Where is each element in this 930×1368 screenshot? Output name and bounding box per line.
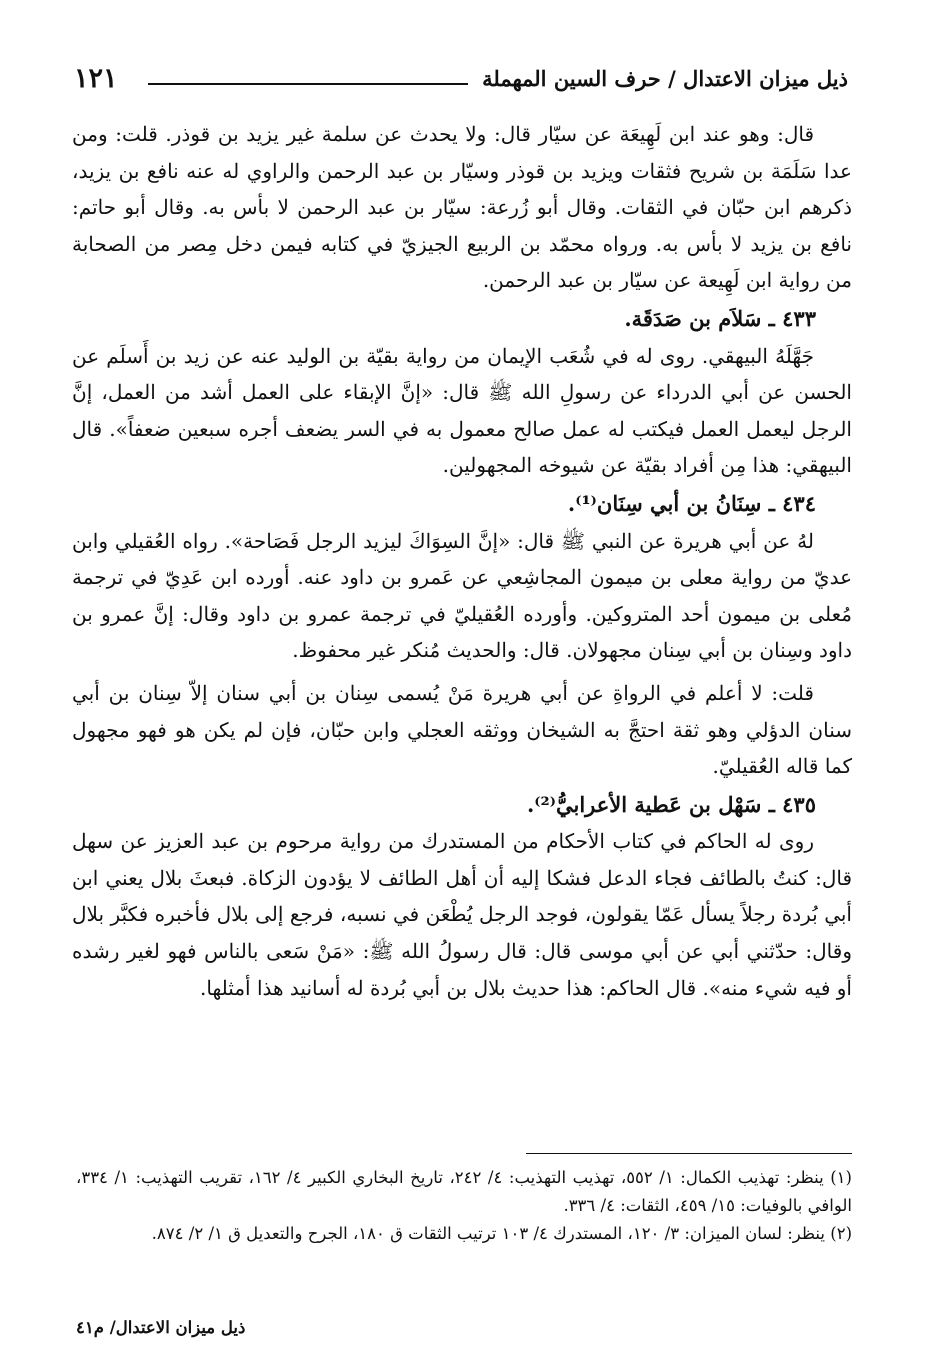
header-rule: [148, 83, 469, 85]
page-number: ١٢١: [74, 62, 118, 94]
entry-heading: ٤٣٤ ـ سِنَانُ بن أبي سِنَان⁽¹⁾.: [567, 490, 816, 516]
entry-heading: ٤٣٥ ـ سَهْل بن عَطية الأعرابيُّ⁽²⁾.: [526, 791, 816, 817]
body-paragraph: قال: وهو عند ابن لَهِيعَة عن سيّار قال: ولا يحدث عن سلمة غير يزيد بن قوذر. قلت: ومن عدا سَلَمَة بن شريح فثقات ويزيد بن قوذر وسيّار بن عبد الرحمن والراوي له عنه نافع بن يزيد، ذكرهم ابن حبّان في الثقات. وقال أبو زُرعة: سيّار بن عبد الرحمن لا بأس به. وقال أبو حاتم: نافع بن يزيد لا بأس به. ورواه محمّد بن الربيع الجيزيّ في كتابه فيمن دخل مِصر من الصحابة من رواية ابن لَهِيعة عن سيّار بن عبد الرحمن.: [72, 122, 852, 293]
body-paragraph: جَهَّلَهُ البيهقي. روى له في شُعَب الإيمان من رواية بقيّة بن الوليد عنه عن زيد بن أَسلَم عن الحسن عن أبي الدرداء عن رسولِ الله ﷺ قال: «إنَّ الإبقاء على العمل أشد من العمل، إنَّ الرجل ليعمل العمل فيكتب له عمل صالح معمول به في السر يضعف أجره سبعين ضعفاً». قال البيهقي: هذا مِن أفراد بقيّة عن شيوخه المجهولين.: [72, 343, 852, 478]
entry-heading: ٤٣٣ ـ سَلاَم بن صَدَقَة.: [624, 305, 816, 331]
footnote: (٢) ينظر: لسان الميزان: ٣/ ١٢٠، المستدرك ٤/ ١٠٣ ترتيب الثقات ق ١٨٠، الجرح والتعديل ق ١/ ٢/ ٨٧٤.: [151, 1224, 852, 1243]
running-title: ذيل ميزان الاعتدال / حرف السين المهملة: [482, 65, 848, 91]
footnotes: [76, 1164, 852, 1248]
body-paragraph: قلت: لا أعلم في الرواةِ عن أبي هريرة مَنْ يُسمى سِنان بن أبي سنان إلاّ سِنان بن أبي سنان الدؤلي وهو ثقة احتجَّ به الشيخان ووثقه العجلي وابن حبّان، فإن لم يكن هو فهو مجهول كما قاله العُقيليّ.: [72, 680, 852, 779]
signature-mark: ذيل ميزان الاعتدال/ م٤١: [76, 1318, 246, 1337]
footnote: (١) ينظر: تهذيب الكمال: ١/ ٥٥٢، تهذيب التهذيب: ٤/ ٢٤٢، تاريخ البخاري الكبير ٤/ ١٦٢، تقريب التهذيب: ١/ ٣٣٤، الوافي بالوفيات: ١٥/ ٤٥٩، الثقات: ٤/ ٣٣٦.: [76, 1168, 852, 1215]
footnote-separator: [526, 1153, 852, 1154]
page-body: [72, 116, 852, 1006]
body-paragraph: روى له الحاكم في كتاب الأحكام من المستدرك من رواية مرحوم بن عبد العزيز عن سهل قال: كنتُ بالطائف فجاء الدعل فشكا إليه أن أهل الطائف لا يؤدون الزكاة. فبعثَ بلال يعني ابن أبي بُردة رجلاً يسأل عَمّا يقولون، فوجد الرجل يُطْعَن في نسبه، فرجع إلى بلال فأخبره فكبَّر بلال وقال: حدّثني أبي عن أبي موسى قال: قال رسولُ الله ﷺ: «مَنْ سَعى بالناس فهو لغير رشده أو فيه شيء منه». قال الحاكم: هذا حديث بلال بن أبي بُردة له أسانيد هذا أمثلها.: [72, 829, 852, 1000]
body-paragraph: لهُ عن أبي هريرة عن النبي ﷺ قال: «إنَّ السِوَاكَ ليزيد الرجل فَصَاحة». رواه العُقيلي وابن عديّ من رواية معلى بن ميمون المجاشِعي عن عَمرو بن داود عنه. أورده ابن عَدِيّ في ترجمة مُعلى بن ميمون أحد المتروكين. وأورده العُقيليّ في ترجمة عمرو بن داود وقال: إنَّ عمرو بن داود وسِنان بن أبي سِنان مجهولان. قال: والحديث مُنكر غير محفوظ.: [72, 528, 852, 663]
page-header: [74, 58, 848, 98]
